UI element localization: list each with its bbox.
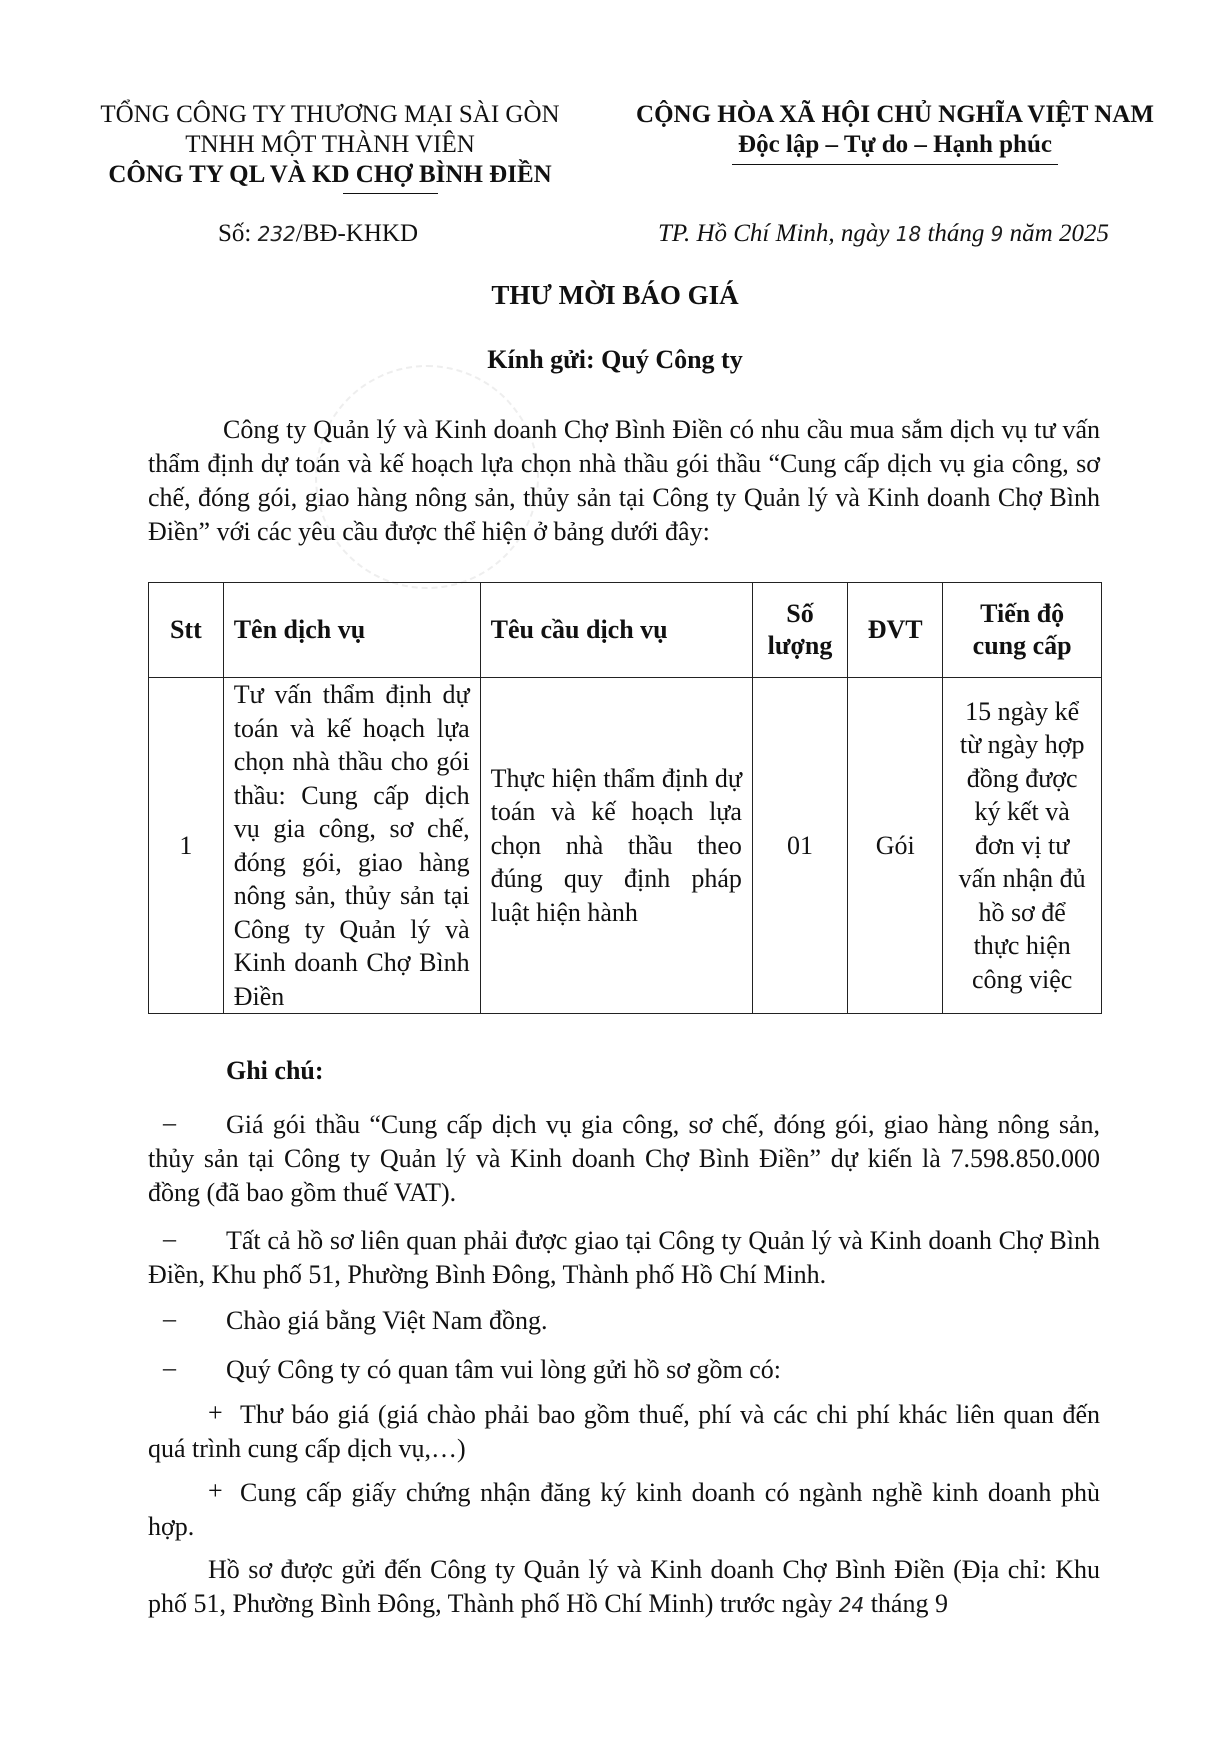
- date-place: TP. Hồ Chí Minh, ngày: [658, 220, 896, 247]
- dash-marker: –: [163, 1353, 176, 1382]
- note-item-documents: Quý Công ty có quan tâm vui lòng gửi hồ sơ gồm có:: [226, 1355, 782, 1384]
- dash-marker: –: [163, 1224, 176, 1253]
- nation-name: CỘNG HÒA XÃ HỘI CHỦ NGHĨA VIỆT NAM: [636, 101, 1154, 128]
- header-requirement: Têu cầu dịch vụ: [480, 583, 752, 678]
- handwritten-doc-number: 232: [257, 222, 296, 246]
- note-item-price: Giá gói thầu “Cung cấp dịch vụ gia công, sơ chế, đóng gói, giao hàng nông sản, thủy sản tại Công ty Quản lý và Kinh doanh Chợ Bình Điền” dự kiến là 7.598.850.000 đồng (đã bao gồm thuế VAT).: [148, 1110, 1100, 1207]
- cell-stt: 1: [149, 678, 224, 1014]
- note-item-currency: Chào giá bằng Việt Nam đồng.: [226, 1306, 548, 1335]
- header-quantity: Số lượng: [752, 583, 847, 678]
- intro-paragraph: Công ty Quản lý và Kinh doanh Chợ Bình Điền có nhu cầu mua sắm dịch vụ tư vấn thẩm định dự toán và kế hoạch lựa chọn nhà thầu gói thầu “Cung cấp dịch vụ gia công, sơ chế, đóng gói, giao hàng nông sản, thủy sản tại Công ty Quản lý và Kinh doanh Chợ Bình Điền” với các yêu cầu được thể hiện ở bảng dưới đây:: [148, 415, 1100, 546]
- issuer-parent-line1: TỔNG CÔNG TY THƯƠNG MẠI SÀI GÒN: [100, 101, 560, 128]
- dash-marker: –: [163, 1108, 176, 1137]
- date-month-label: tháng: [921, 220, 991, 247]
- handwritten-deadline-day: 24: [838, 1593, 865, 1617]
- handwritten-day: 18: [895, 222, 922, 246]
- table-row: [149, 678, 1102, 1014]
- closing-text: Hồ sơ được gửi đến Công ty Quản lý và Kinh doanh Chợ Bình Điền (Địa chỉ: Khu phố 51, Phường Bình Đông, Thành phố Hồ Chí Minh) trước ngày: [148, 1555, 1100, 1618]
- handwritten-month: 9: [990, 222, 1004, 246]
- plus-marker: +: [208, 1398, 223, 1427]
- cell-progress: 15 ngày kể từ ngày hợp đồng được ký kết và đơn vị tư vấn nhận đủ hồ sơ để thực hiện công việc: [943, 678, 1102, 1014]
- date-year: năm 2025: [1003, 220, 1109, 247]
- header-service-name: Tên dịch vụ: [223, 583, 480, 678]
- national-motto: Độc lập – Tự do – Hạnh phúc: [732, 130, 1058, 165]
- issuer-underline: [343, 193, 438, 194]
- document-date: [658, 220, 1109, 248]
- dash-marker: –: [163, 1304, 176, 1333]
- service-table: [148, 582, 1102, 1014]
- sub-item-license: Cung cấp giấy chứng nhận đăng ký kinh doanh có ngành nghề kinh doanh phù hợp.: [148, 1478, 1100, 1541]
- cell-service-name: Tư vấn thẩm định dự toán và kế hoạch lựa chọn nhà thầu cho gói thầu: Cung cấp dịch vụ gia công, sơ chế, đóng gói, giao hàng nông sản, thủy sản tại Công ty Quản lý và Kinh doanh Chợ Bình Điền: [223, 678, 480, 1014]
- closing-tail: tháng 9: [864, 1589, 948, 1618]
- document-title: THƯ MỜI BÁO GIÁ: [491, 280, 739, 310]
- note-item-delivery: Tất cả hồ sơ liên quan phải được giao tại Công ty Quản lý và Kinh doanh Chợ Bình Điền, Khu phố 51, Phường Bình Đông, Thành phố Hồ Chí Minh.: [148, 1226, 1100, 1289]
- notes-heading: Ghi chú:: [226, 1056, 324, 1085]
- closing-paragraph: [148, 1553, 1100, 1622]
- greeting: Kính gửi: Quý Công ty: [487, 345, 743, 374]
- issuer-company-name: CÔNG TY QL VÀ KD CHỢ BÌNH ĐIỀN: [108, 161, 552, 188]
- cell-quantity: 01: [752, 678, 847, 1014]
- issuer-header: [80, 100, 580, 190]
- doc-number-suffix: /BĐ-KHKD: [295, 220, 419, 247]
- cell-unit: Gói: [848, 678, 943, 1014]
- plus-marker: +: [208, 1476, 223, 1505]
- header-unit: ĐVT: [848, 583, 943, 678]
- table-header-row: [149, 583, 1102, 678]
- cell-requirement: Thực hiện thẩm định dự toán và kế hoạch lựa chọn nhà thầu theo đúng quy định pháp luật hiện hành: [480, 678, 752, 1014]
- national-header: [615, 100, 1175, 165]
- issuer-parent-line2: TNHH MỘT THÀNH VIÊN: [185, 131, 475, 158]
- header-progress: Tiến độ cung cấp: [943, 583, 1102, 678]
- sub-item-quotation: Thư báo giá (giá chào phải bao gồm thuế, phí và các chi phí khác liên quan đến quá trình cung cấp dịch vụ,…): [148, 1400, 1100, 1463]
- header-stt: Stt: [149, 583, 224, 678]
- doc-number-prefix: Số:: [218, 220, 258, 247]
- issuer-company: [108, 160, 551, 190]
- document-number: [218, 220, 418, 248]
